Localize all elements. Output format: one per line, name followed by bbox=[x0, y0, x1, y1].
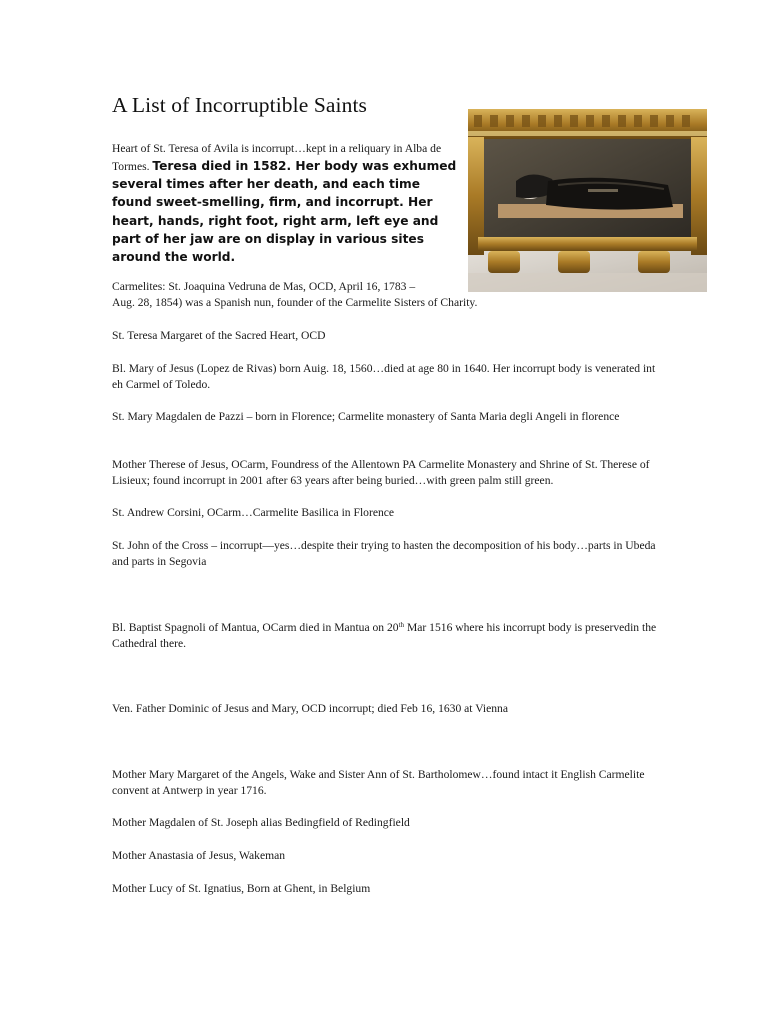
page-title: A List of Incorruptible Saints bbox=[112, 93, 367, 117]
entry-mary-of-jesus: Bl. Mary of Jesus (Lopez de Rivas) born Auig. 18, 1560…died at age 80 in 1640. Her incorrupt body is venerated int eh Carmel of Toledo. bbox=[112, 362, 656, 391]
entry-lucy-of-st-ignatius: Mother Lucy of St. Ignatius, Born at Ghent, in Belgium bbox=[112, 882, 371, 895]
carmelites-line-2: Aug. 28, 1854) was a Spanish nun, founder of the Carmelite Sisters of Charity. bbox=[112, 296, 478, 309]
entry-john-of-the-cross: St. John of the Cross – incorrupt—yes…despite their trying to hasten the decomposition of his body…parts in Ubeda and parts in Segovia bbox=[112, 539, 656, 568]
carmelites-line-1: Carmelites: St. Joaquina Vedruna de Mas, OCD, April 16, 1783 – bbox=[112, 280, 416, 293]
spagnoli-text-post: Mar 1516 where his incorrupt body is preservedin the Cathedral there. bbox=[112, 621, 657, 650]
spagnoli-text-pre: Bl. Baptist Spagnoli of Mantua, OCarm died in Mantua on 20 bbox=[112, 621, 399, 634]
entry-andrew-corsini: St. Andrew Corsini, OCarm…Carmelite Basilica in Florence bbox=[112, 506, 395, 519]
entry-therese-of-jesus: Mother Therese of Jesus, OCarm, Foundress of the Allentown PA Carmelite Monastery and Shrine of St. Therese of Lisieux; found incorrupt in 2001 after 63 years after being buried…with green palm still green. bbox=[112, 458, 650, 487]
reliquary-photo bbox=[468, 109, 707, 292]
intro-plain-text: Heart of St. Teresa of Avila is incorrupt…kept in a reliquary in Alba de Tormes. bbox=[112, 142, 442, 173]
entry-teresa-margaret: St. Teresa Margaret of the Sacred Heart, OCD bbox=[112, 329, 326, 342]
entry-magdalen-de-pazzi: St. Mary Magdalen de Pazzi – born in Florence; Carmelite monastery of Santa Maria degli Angeli in florence bbox=[112, 410, 620, 423]
entry-anastasia-of-jesus: Mother Anastasia of Jesus, Wakeman bbox=[112, 849, 286, 862]
intro-bold-text: Teresa died in 1582. Her body was exhumed several times after her death, and each time found sweet-smelling, firm, and incorrupt. Her heart, hands, right foot, right arm, left eye and part of her jaw are on display in various sites around the world. bbox=[112, 159, 457, 265]
entry-mary-margaret: Mother Mary Margaret of the Angels, Wake and Sister Ann of St. Bartholomew…found intact it English Carmelite convent at Antwerp in year 1716. bbox=[112, 768, 645, 797]
entry-magdalen-of-st-joseph: Mother Magdalen of St. Joseph alias Bedingfield of Redingfield bbox=[112, 816, 410, 829]
spagnoli-superscript: th bbox=[398, 621, 405, 629]
entry-baptist-spagnoli bbox=[112, 620, 657, 651]
entry-dominic-of-jesus: Ven. Father Dominic of Jesus and Mary, OCD incorrupt; died Feb 16, 1630 at Vienna bbox=[112, 702, 508, 715]
intro-paragraph bbox=[112, 141, 457, 266]
